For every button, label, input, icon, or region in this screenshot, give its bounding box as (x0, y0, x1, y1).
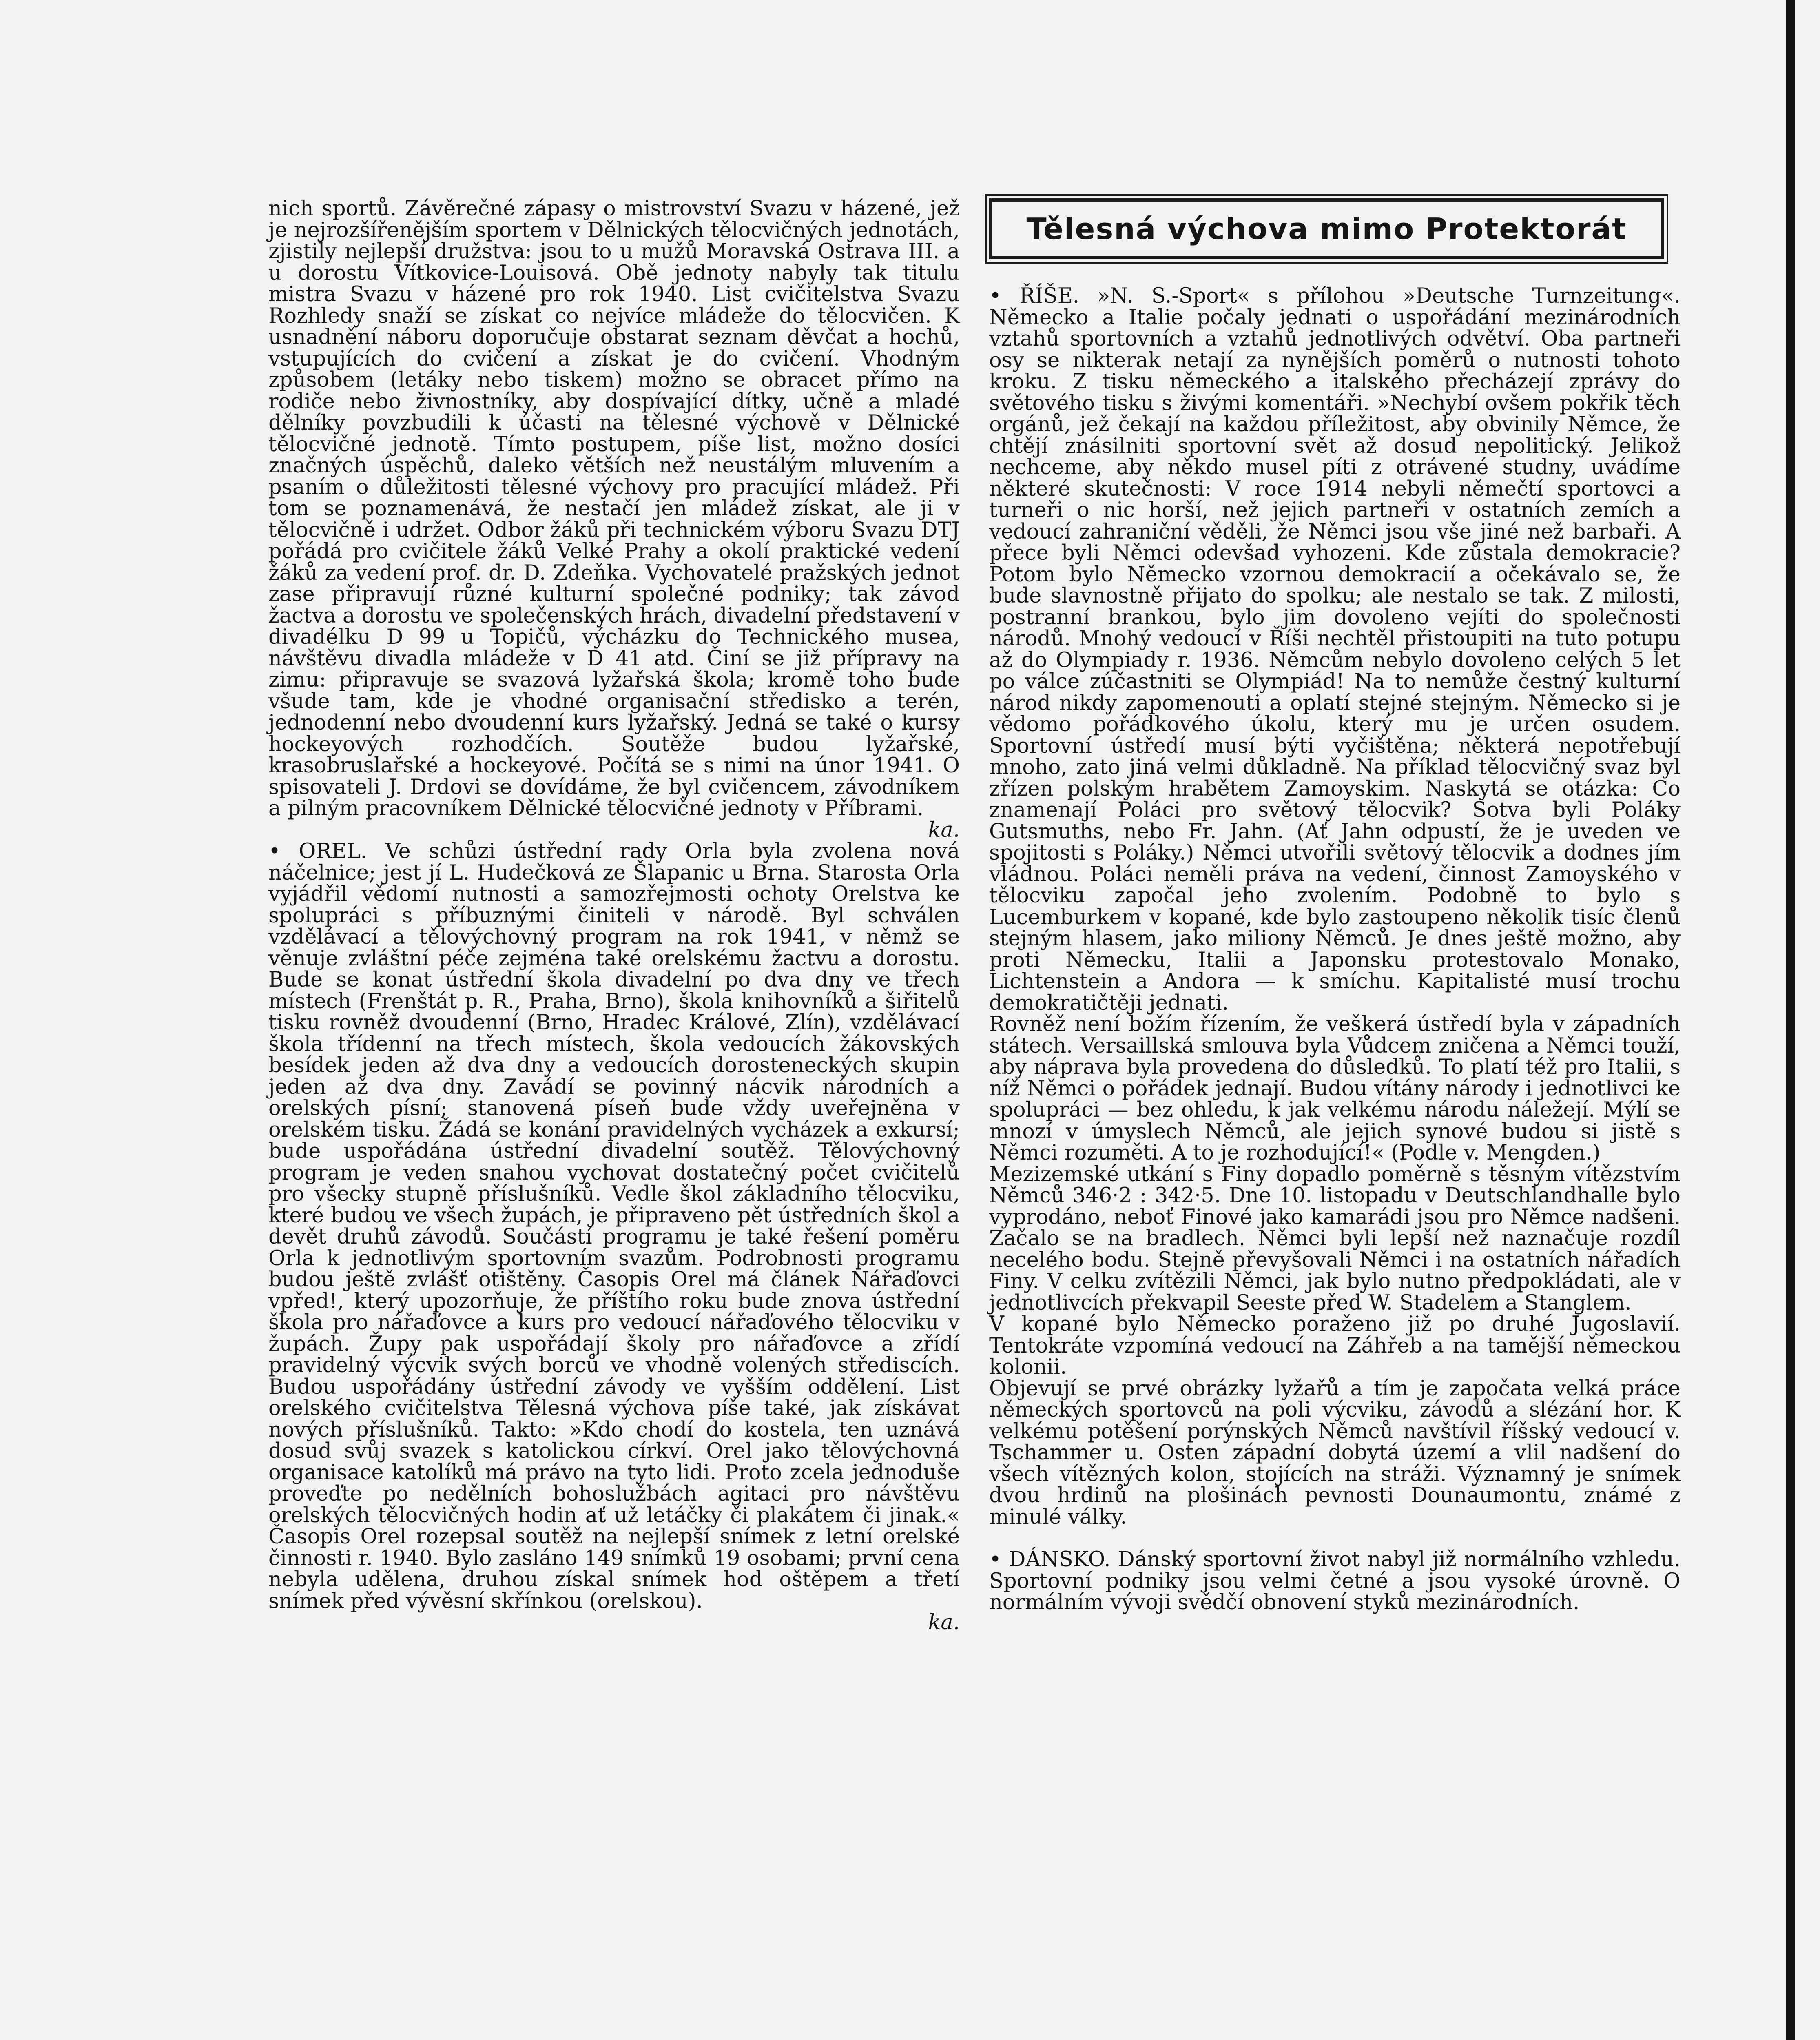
section-title: Tělesná výchova mimo Protektorát (1026, 212, 1627, 246)
article-denmark: • DÁNSKO. Dánský sportovní život nabyl již normálního vzhledu. Sportovní podniky jsou velmi četné a jsou vysoké úrovně. O normálním vývoji svědčí obnovení styků mezinárodních. (989, 1548, 1681, 1614)
scan-edge-border (1786, 0, 1795, 2040)
article-rise-cont: Rovněž není božím řízením, že veškerá ústředí byla v západních státech. Versaillská smlouva byla Vůdcem zničena a Němci touží, aby náprava byla provedena do důsledků. To platí též pro Italii, s níž Němci o pořádek jednají. Budou vítány národy i jednotlivci ke spolupráci — bez ohledu, k jak velkému národu náležejí. Mýlí se mnozí v úmyslech Němců, ale jejich synové budou si jistě s Němci rozuměti. A to je rozhodující!« (Podle v. Mengden.) (989, 1012, 1681, 1165)
article-football: V kopané bylo Německo poraženo již po druhé Jugoslavií. Tentokráte vzpomíná vedoucí na Záhřeb a na tamější německou kolonii. (989, 1312, 1681, 1379)
left-column (268, 198, 960, 1634)
author-signoff: ka. (928, 1610, 960, 1634)
author-signoff: ka. (928, 818, 960, 842)
article-finland-match: Mezizemské utkání s Finy dopadlo poměrně s těsným vítězstvím Němců 346·2 : 342·5. Dne 10. listopadu v Deutschlandhalle bylo vyprodáno, neboť Finové jako kamarádi jsou pro Němce nadšeni. Začalo se na bradlech. Němci byli lepší než naznačuje rozdíl necelého bodu. Stejně převyšovali Němci i na ostatních nářadích Finy. V celku zvítězili Němci, jak bylo nutno předpokládati, ale v jednotlivcích překvapil Seeste před W. Stadelem a Stanglem. (989, 1162, 1681, 1315)
article-sokol-dtj: nich sportů. Závěrečné zápasy o mistrovství Svazu v házené, jež je nejrozšířenějším sportem v Dělnických tělocvičných jednotách, zjistily nejlepší družstva: jsou to u mužů Moravská Ostrava III. a u dorostu Vítkovice-Louisová. Obě jednoty nabyly tak titulu mistra Svazu v házené pro rok 1940. List cvičitelstva Svazu Rozhledy snaží se získat co nejvíce mládeže do tělocvičen. K usnadnění náboru doporučuje obstarat seznam děvčat a hochů, vstupujících do cvičení a získat je do cvičení. Vhodným způsobem (letáky nebo tiskem) možno se obracet přímo na rodiče nebo živnostníky, aby dospívající dítky, učně a mladé dělníky povzbudili k účasti na tělesné výchově v Dělnické tělocvičné jednotě. Tímto postupem, píše list, možno dosíci značných úspěchů, daleko větších než neustálým mluvením a psaním o důležitosti tělesné výchovy pro pracující mládež. Při tom se poznamenává, že nestačí jen mládež získat, ale ji v tělocvičně i udržet. Odbor žáků při technickém výboru Svazu DTJ pořádá pro cvičitele žáků Velké Prahy a okolí praktické vedení žáků za vedení prof. dr. D. Zdeňka. Vychovatelé pražských jednot zase připravují různé kulturní společné podniky; tak závod žactva a dorostu ve společenských hrách, divadelní představení v divadélku D 99 u Topičů, výcházku do Technického musea, návštěvu divadla mládeže v D 41 atd. Činí se již přípravy na zimu: připravuje se svazová lyžařská škola; kromě toho bude všude tam, kde je vhodné organisační středisko a terén, jednodenní nebo dvoudenní kurs lyžařský. Jedná se také o kursy hockeyových rozhodčích. Soutěže budou lyžařské, krasobruslařské a hockeyové. Počítá se s nimi na únor 1941. O spisovateli J. Drdovi se dovídáme, že byl cvičencem, závodníkem a pilným pracovníkem Dělnické tělocvičné jednoty v Příbrami. (268, 197, 960, 820)
article-orel: • OREL. Ve schůzi ústřední rady Orla byla zvolena nová náčelnice; jest jí L. Hudečková ze Šlapanic u Brna. Starosta Orla vyjádřil vědomí nutnosti a samozřejmosti ochoty Orelstva ke spolupráci s příbuznými činiteli v národě. Byl schválen vzdělávací a tělovýchovný program na rok 1941, v němž se věnuje zvláštní péče zejména také orelskému žactvu a dorostu. Bude se konat ústřední škola divadelní po dva dny ve třech místech (Frenštát p. R., Praha, Brno), škola knihovníků a šiřitelů tisku rovněž dvoudenní (Brno, Hradec Králové, Zlín), vzdělávací škola třídenní na třech místech, škola vedoucích žákovských besídek jeden až dva dny a vedoucích dorosteneckých skupin jeden až dva dny. Zavádí se povinný nácvik národních a orelských písní; stanovená píseň bude vždy uveřejněna v orelském tisku. Žádá se konání pravidelných vycházek a exkursí; bude uspořádána ústřední divadelní soutěž. Tělovýchovný program je veden snahou vychovat dostatečný počet cvičitelů pro všecky stupně příslušníků. Vedle škol základního tělocviku, které budou ve všech župách, je připraveno pět ústředních škol a devět druhů závodů. Součástí programu je také řešení poměru Orla k jednotlivým sportovním svazům. Podrobnosti programu budou ještě zvlášť otištěny. Časopis Orel má článek Nářaďovci vpřed!, který upozorňuje, že příštího roku bude znova ústřední škola pro nářaďovce a kurs pro vedoucí nářaďového tělocviku v župách. Župy pak uspořádají školy pro nářaďovce a zřídí pravidelný výcvik svých borců ve vhodně volených střediscích. Budou uspořádány ústřední závody ve vyšším oddělení. List orelského cvičitelstva Tělesná výchova píše také, jak získávat nových příslušníků. Takto: »Kdo chodí do kostela, ten uznává dosud svůj svazek s katolickou církví. Orel jako tělovýchovná organisace katolíků má právo na tyto lidi. Proto zcela jednoduše proveďte po nedělních bohoslužbách agitaci pro návštěvu orelských tělocvičných hodin ať už letáčky či plakátem či jinak.« Časopis Orel rozepsal soutěž na nejlepší snímek z letní orelské činnosti r. 1940. Bylo zasláno 149 snímků 19 osobami; první cena nebyla udělena, druhou získal snímek hod oštěpem a třetí snímek před vývěsní skřínkou (orelskou). (268, 839, 960, 1613)
article-rise: • ŘÍŠE. »N. S.-Sport« s přílohou »Deutsche Turnzeitung«. Německo a Italie počaly jednati o uspořádání mezinárodních vztahů sportovních a vztahů jednotlivých odvětví. Oba partneři osy se nikterak netají za nynějších poměrů o nutnosti tohoto kroku. Z tisku německého a italského přecházejí zprávy do světového tisku s živými komentáři. »Nechybí ovšem pokřik těch orgánů, jež čekají na každou příležitost, aby obvinily Němce, že chtějí znásilniti sportovní svět až dosud nepolitický. Jelikož nechceme, aby někdo musel píti z otrávené studny, uvádíme některé skutečnosti: V roce 1914 nebyli němečtí sportovci a turneři o nic horší, než jejich partneři v ostatních zemích a vedoucí zahraniční věděli, že Němci jsou vše jiné než barbaři. A přece byli Němci odevšad vyhozeni. Kde zůstala demokracie? Potom bylo Německo vzornou demokracií a očekávalo se, že bude slavnostně přijato do spolku; ale nestalo se tak. Z milosti, postranní brankou, bylo jim dovoleno vejíti do společnosti národů. Mnohý vedoucí v Říši nechtěl přistoupiti na tuto potupu až do Olympiady r. 1936. Němcům nebylo dovoleno celých 5 let po válce zúčastniti se Olympiád! Na to nemůže čestný kulturní národ nikdy zapomenouti a oplatí stejné stejným. Německo si je vědomo pořádkového úkolu, který mu je určen osudem. Sportovní ústředí musí býti vyčištěna; některá nepotřebují mnoho, zato jiná velmi důkladně. Na příklad tělocvičný svaz byl zřízen polským hrabětem Zamoyskim. Naskytá se otázka: Co znamenají Poláci pro světový tělocvik? Sotva byli Poláky Gutsmuths, nebo Fr. Jahn. (Ať Jahn odpustí, že je uveden ve spojitosti s Poláky.) Němci utvořili světový tělocvik a dodnes jím vládnou. Poláci neměli práva na vedení, činnost Zamoyského v tělocviku započal jeho zvolením. Podobně to bylo s Lucemburkem v kopané, kde bylo zastoupeno několik tisíc členů stejným hlasem, jako miliony Němců. Je dnes ještě možno, aby proti Německu, Italii a Japonsku protestovalo Monako, Lichtenstein a Andora — k smíchu. Kapitalisté musí trochu demokratičtěji jednati. (989, 284, 1681, 1015)
section-header-box (989, 198, 1664, 259)
article-skiing: Objevují se prvé obrázky lyžařů a tím je započata velká práce německých sportovců na poli výcviku, závodů a slézání hor. K velkému potěšení porýnských Němců navštívil říšský vedoucí v. Tschammer u. Osten západní dobytá území a vlil nadšení do všech vítězných kolon, stojících na stráži. Významný je snímek dvou hrdinů na plošinách pevnosti Dounaumontu, známé z minulé války. (989, 1376, 1681, 1529)
right-column (989, 286, 1681, 1614)
